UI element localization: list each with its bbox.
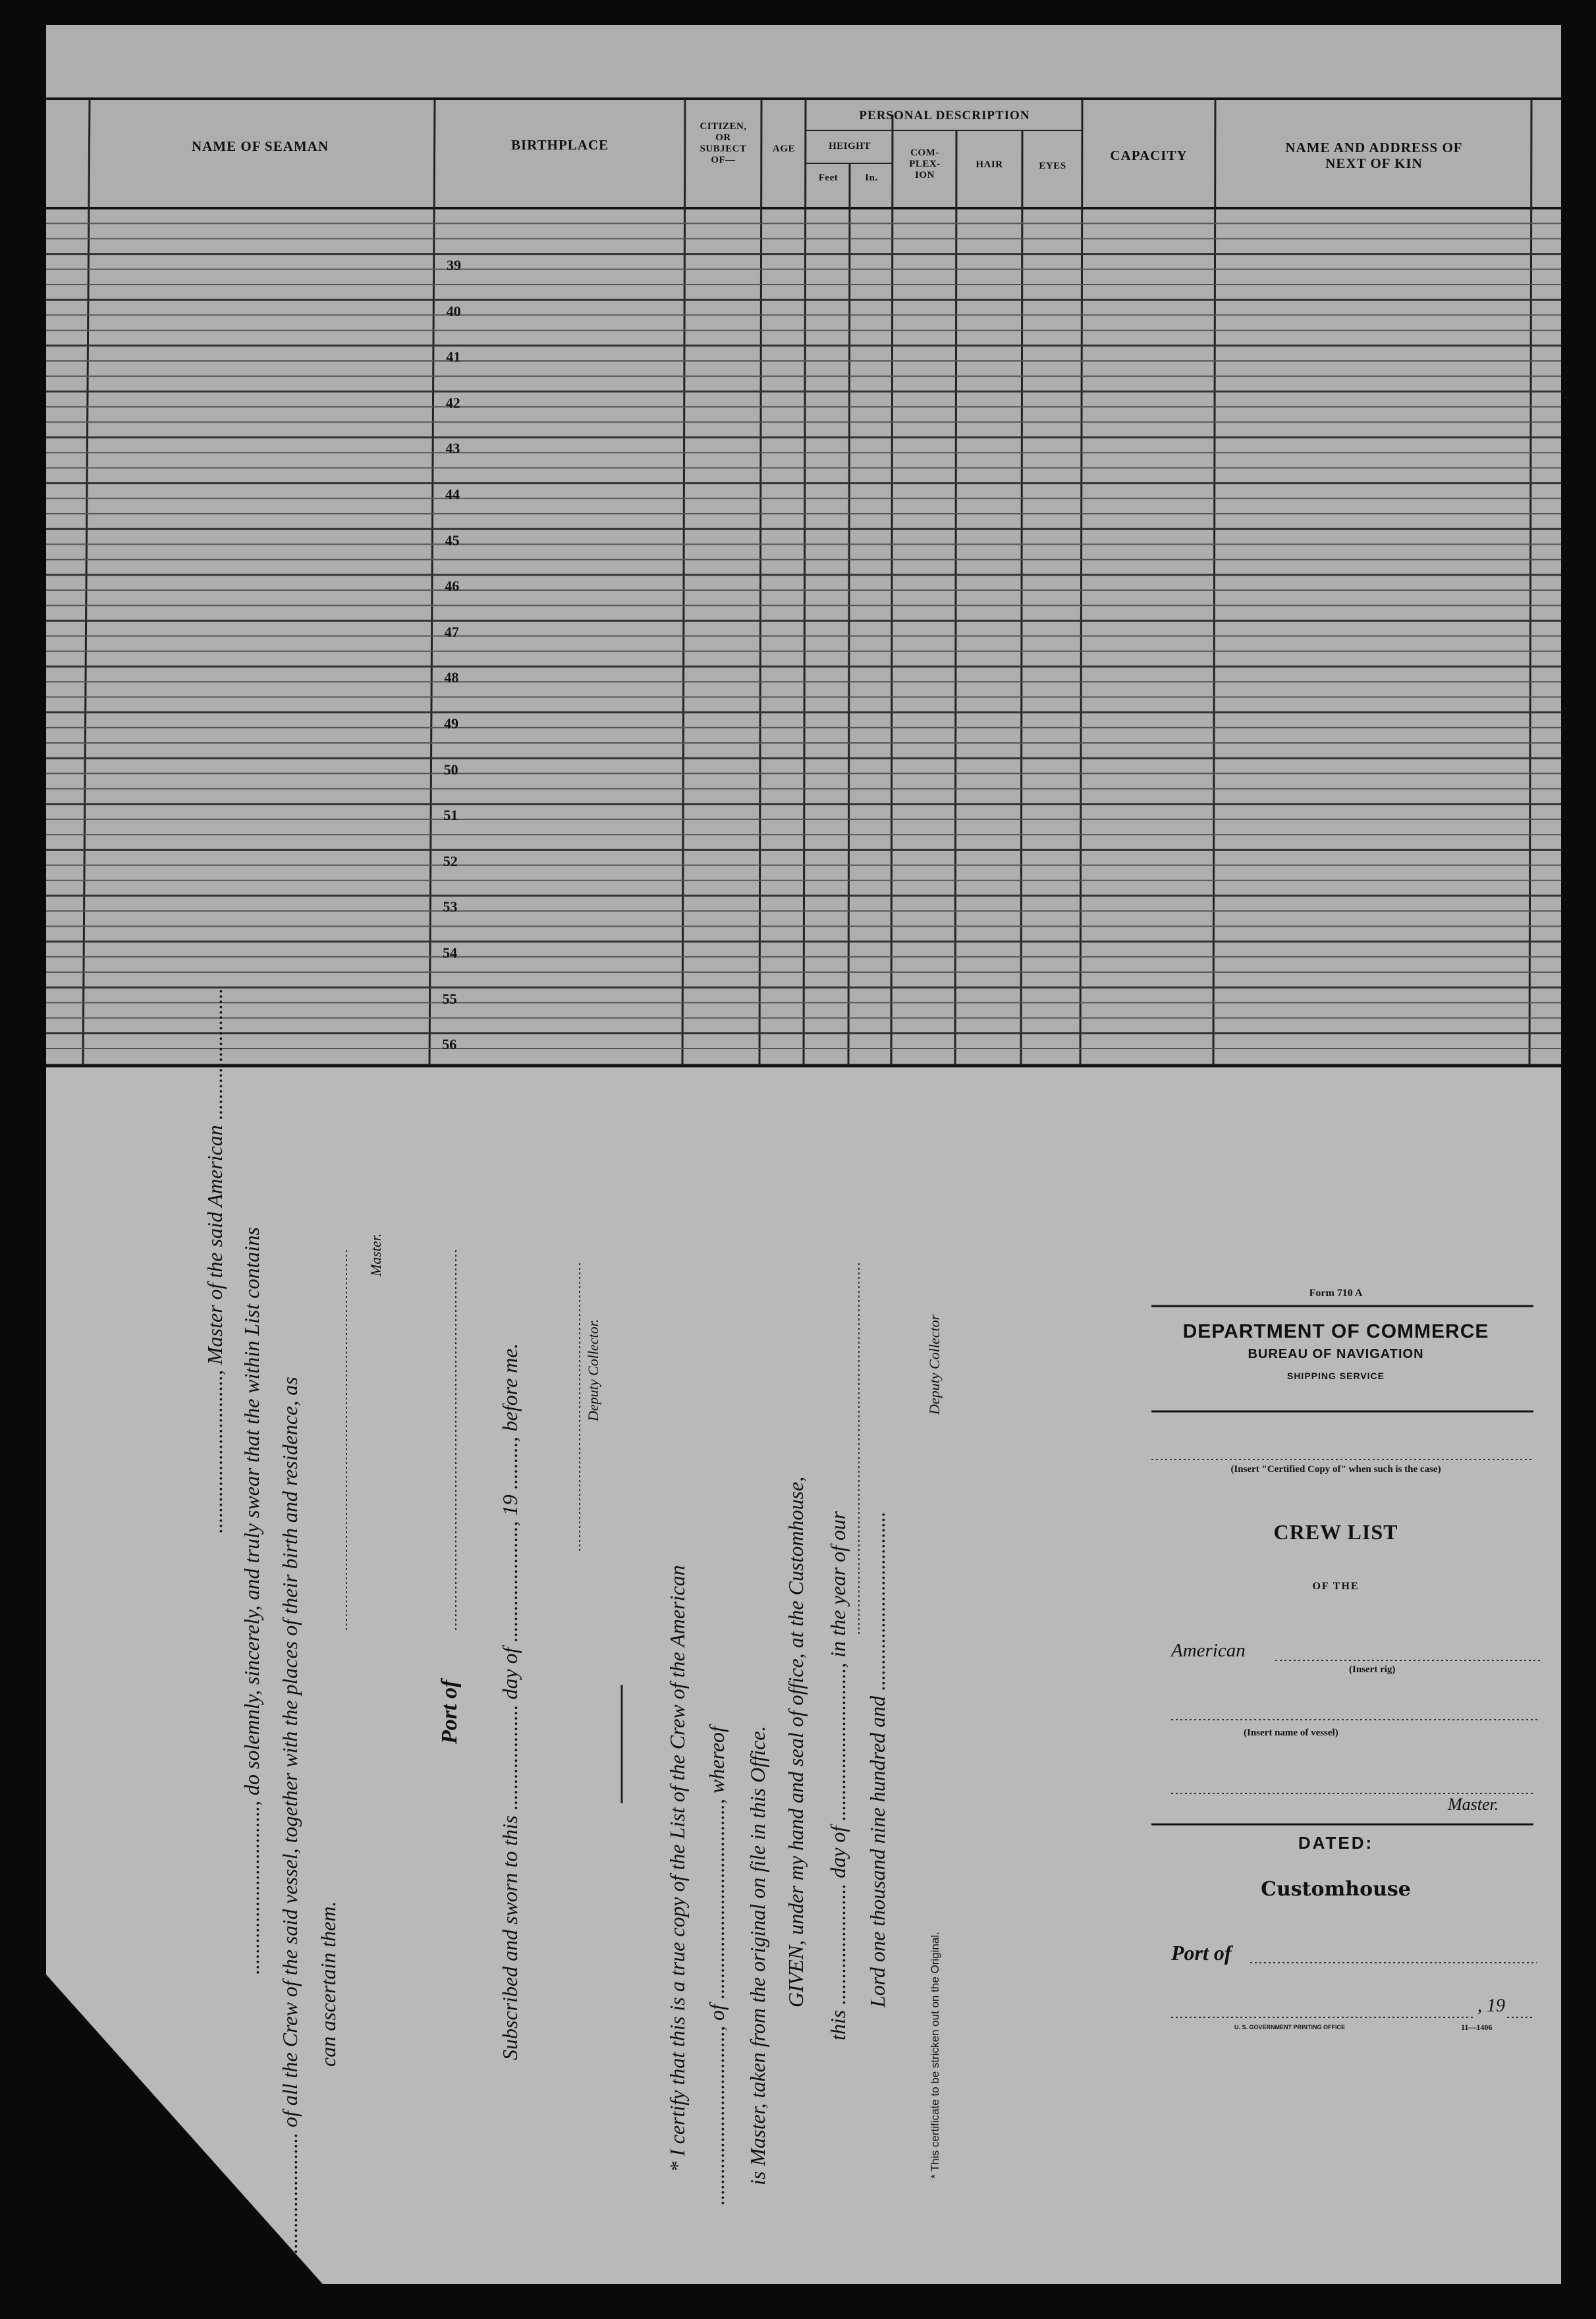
header-name-of-seaman: NAME OF SEAMAN	[191, 138, 329, 154]
cover-insert-rig: (Insert rig)	[1349, 1664, 1396, 1675]
header-birthplace: BIRTHPLACE	[510, 137, 609, 153]
oath-deputy-collector: Deputy Collector.	[585, 1319, 601, 1421]
header-feet: Feet	[818, 173, 839, 183]
row-number: 50	[443, 761, 458, 778]
cover-port-of: Port of	[1171, 1941, 1232, 1965]
cover-year-19: , 19	[1477, 1996, 1505, 2016]
header-inches: In.	[865, 173, 878, 183]
certificate-footnote: * This certificate to be stricken out on the Original.	[929, 1932, 941, 2179]
cover-of-the: OF THE	[1312, 1581, 1360, 1592]
row-number: 52	[443, 852, 458, 869]
row-number: 55	[442, 990, 457, 1007]
certificate-line-6: Lord one thousand nine hundred and ..................................	[866, 1511, 889, 2007]
header-capacity: CAPACITY	[1110, 148, 1188, 163]
cover-department: DEPARTMENT OF COMMERCE	[1182, 1321, 1489, 1342]
cover-customhouse: Customhouse	[1261, 1878, 1411, 1901]
header-height: HEIGHT	[829, 141, 871, 151]
row-number: 39	[447, 257, 461, 273]
cover-certified-note: (Insert "Certified Copy of" when such is the case)	[1230, 1464, 1441, 1475]
certificate-line-2: ................................., of ....................................., whereof	[705, 1726, 729, 2205]
header-complexion: COM- PLEX- ION	[909, 148, 941, 180]
cover-master: Master.	[1448, 1795, 1499, 1814]
cover-dated: DATED:	[1298, 1833, 1374, 1853]
oath-master-label: Master.	[368, 1233, 384, 1276]
header-next-of-kin: NAME AND ADDRESS OF NEXT OF KIN	[1285, 140, 1463, 171]
torn-corner	[46, 1975, 323, 2284]
row-number: 46	[445, 578, 460, 595]
certificate-deputy-collector: Deputy Collector	[926, 1314, 943, 1415]
cover-print-code: 11—1406	[1461, 2023, 1493, 2032]
cover-bureau: BUREAU OF NAVIGATION	[1248, 1347, 1424, 1361]
header-hair: HAIR	[976, 159, 1003, 170]
certificate-line-5: this ....................... day of ............................., in the year of our	[826, 1511, 850, 2040]
header-age: AGE	[772, 144, 795, 154]
cover-title: CREW LIST	[1273, 1520, 1398, 1544]
row-number: 48	[444, 669, 459, 686]
oath-line-2: ................................, do solemnly, sincerely, and truly swear that the within List contains	[240, 1227, 263, 1975]
header-personal-description: PERSONAL DESCRIPTION	[859, 109, 1030, 123]
oath-subscribed: Subscribed and sworn to this .................... day of ......................, 19 ........., before me.	[498, 1343, 522, 2060]
row-number: 49	[444, 715, 458, 732]
row-number: 47	[444, 623, 459, 640]
row-number: 54	[443, 944, 457, 961]
row-number: 44	[445, 486, 460, 503]
row-number: 41	[446, 348, 461, 366]
oath-port-of: Port of	[437, 1679, 462, 1744]
row-number: 51	[443, 807, 458, 824]
cover-american: American	[1171, 1640, 1246, 1661]
row-number: 40	[446, 302, 461, 319]
certificate-line-3: is Master, taken from the original on file in this Office.	[746, 1726, 769, 2185]
header-citizen: CITIZEN, OR SUBJECT OF—	[700, 121, 747, 165]
row-number: 42	[445, 394, 460, 411]
cover-service: SHIPPING SERVICE	[1286, 1371, 1385, 1381]
cover-form-number: Form 710 A	[1309, 1288, 1363, 1299]
cover-insert-name: (Insert name of vessel)	[1244, 1728, 1338, 1738]
row-number: 43	[445, 440, 460, 457]
row-number: 53	[443, 898, 458, 915]
oath-line-4: can ascertain them.	[316, 1901, 340, 2067]
cover-panel	[1112, 1247, 1560, 2037]
crew-table-grid	[46, 25, 1561, 1099]
crew-list-sheet	[46, 25, 1561, 2284]
oath-line-1: .............................., Master of the said American .........................	[203, 988, 227, 1533]
row-number: 45	[445, 532, 460, 549]
certificate-line-1: * I certify that this is a true copy of the List of the Crew of the American	[665, 1565, 689, 2172]
header-eyes: EYES	[1039, 161, 1066, 171]
cover-printer: U. S. GOVERNMENT PRINTING OFFICE	[1234, 2024, 1346, 2031]
certificate-line-4: GIVEN, under my hand and seal of office, at the Customhouse,	[784, 1476, 808, 2007]
oath-line-3: ......................... of all the Crew of the said vessel, together with the places of their birth and residence, as	[278, 1377, 302, 2264]
row-number: 56	[442, 1036, 457, 1053]
